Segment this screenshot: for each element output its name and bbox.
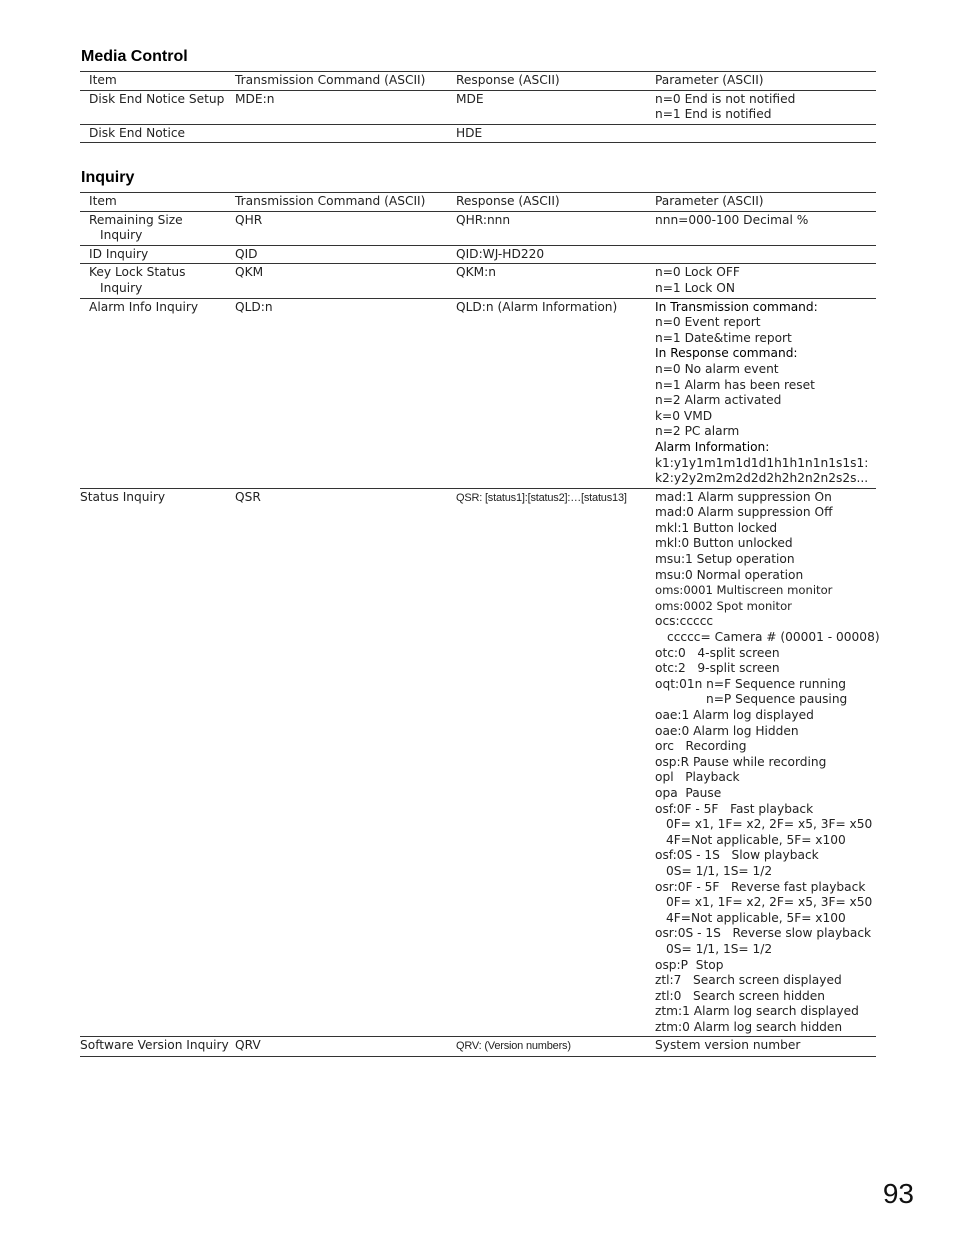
table-row [80, 211, 876, 245]
param-line: opl Playback [655, 770, 740, 785]
header-command: Transmission Command (ASCII) [235, 193, 456, 212]
param-line: ztl:7 Search screen displayed [655, 973, 842, 988]
row-parameters [655, 211, 876, 245]
row-parameters [655, 298, 876, 488]
item-line: Inquiry [100, 228, 143, 243]
param-line: ztm:0 Alarm log search hidden [655, 1019, 843, 1034]
table-row [80, 488, 876, 1037]
param-line: n=0 Event report [655, 315, 761, 330]
table-row [80, 298, 876, 488]
row-response [456, 1037, 655, 1057]
row-item [80, 245, 235, 264]
row-command [235, 124, 456, 143]
param-line: k=0 VMD [655, 408, 713, 423]
row-parameters [655, 124, 876, 143]
item-line: Inquiry [100, 280, 143, 295]
inquiry-table [80, 192, 880, 1057]
param-line: ocs:ccccc [655, 614, 714, 629]
param-line: mad:1 Alarm suppression On [655, 489, 832, 504]
param-line: 4F=Not applicable, 5F= x100 [666, 910, 846, 925]
param-line: oae:0 Alarm log Hidden [655, 723, 799, 738]
media-control-table [80, 71, 876, 143]
param-line: otc:0 4-split screen [655, 645, 780, 660]
item-line: Alarm Info Inquiry [89, 299, 199, 314]
media-control-title: Media Control [81, 48, 188, 65]
param-line: msu:1 Setup operation [655, 552, 795, 567]
param-line: mad:0 Alarm suppression Off [655, 505, 833, 520]
table-header-row [80, 72, 876, 91]
param-heading: Alarm Information: [655, 439, 770, 454]
param-line: oae:1 Alarm log displayed [655, 708, 814, 722]
param-heading: In Transmission command: [655, 299, 818, 314]
param-line: k2:y2y2m2m2d2d2h2h2n2n2s2s... [655, 471, 869, 486]
param-line: n=0 No alarm event [655, 361, 779, 376]
table-row [80, 245, 876, 264]
item-line: Software Version Inquiry [80, 1038, 229, 1053]
page-number: 93 [882, 1178, 914, 1209]
param-line: mkl:0 Button unlocked [655, 536, 793, 551]
row-parameters [655, 264, 876, 298]
param-line: n=2 PC alarm [655, 424, 740, 439]
row-item [80, 298, 235, 488]
row-response: QID:WJ-HD220 [456, 245, 655, 264]
param-line: System version number [655, 1038, 801, 1053]
row-response [456, 488, 655, 1037]
row-item [80, 211, 235, 245]
row-response: MDE [456, 90, 655, 124]
row-item [80, 488, 235, 1037]
param-line: osp:P Stop [655, 957, 724, 972]
param-heading: In Response command: [655, 346, 798, 361]
param-line: nnn=000-100 Decimal % [655, 212, 809, 227]
header-parameter: Parameter (ASCII) [655, 193, 876, 212]
param-line: oms:0002 Spot monitor [655, 598, 792, 613]
row-command: QSR [235, 488, 456, 1037]
param-line: n=1 Alarm has been reset [655, 377, 815, 392]
row-parameters [655, 245, 876, 264]
param-line: orc Recording [655, 739, 747, 754]
table-row [80, 124, 876, 143]
param-line: osp:R Pause while recording [655, 754, 827, 769]
param-line: msu:0 Normal operation [655, 567, 804, 582]
param-line: mkl:1 Button locked [655, 520, 778, 535]
param-line: oqt:01n n=F Sequence running [655, 676, 847, 691]
row-parameters [655, 488, 880, 1037]
row-command: MDE:n [235, 90, 456, 124]
param-line: n=1 Date&time report [655, 330, 792, 345]
header-response: Response (ASCII) [456, 193, 655, 212]
row-command: QHR [235, 211, 456, 245]
param-line: n=0 Lock OFF [655, 265, 740, 280]
param-line: 4F=Not applicable, 5F= x100 [666, 832, 846, 847]
header-response: Response (ASCII) [456, 72, 655, 91]
table-row [80, 1037, 876, 1057]
row-item: Disk End Notice Setup [80, 90, 235, 124]
param-line: 0S= 1/1, 1S= 1/2 [666, 941, 773, 956]
row-response: HDE [456, 124, 655, 143]
param-line: k1:y1y1m1m1d1d1h1h1n1n1s1s1: [655, 455, 869, 470]
param-line: oms:0001 Multiscreen monitor [655, 583, 833, 598]
item-line: ID Inquiry [89, 246, 149, 261]
item-line: Remaining Size [89, 212, 183, 227]
item-line: Key Lock Status [89, 265, 186, 280]
param-line: n=1 End is notified [655, 107, 772, 122]
param-line: osf:0S - 1S Slow playback [655, 848, 819, 863]
header-command: Transmission Command (ASCII) [235, 72, 456, 91]
param-line: osr:0F - 5F Reverse fast playback [655, 879, 866, 894]
row-response: QHR:nnn [456, 211, 655, 245]
row-parameters [655, 90, 876, 124]
table-header-row [80, 193, 876, 212]
param-line: opa Pause [655, 785, 722, 800]
row-command: QKM [235, 264, 456, 298]
row-command: QLD:n [235, 298, 456, 488]
item-line: Status Inquiry [80, 489, 166, 504]
inquiry-title: Inquiry [81, 169, 135, 186]
param-line: n=1 Lock ON [655, 280, 735, 295]
row-parameters [655, 1037, 876, 1057]
row-command: QRV [235, 1037, 456, 1057]
row-item [80, 1037, 235, 1057]
param-line: ztm:1 Alarm log search displayed [655, 1004, 859, 1019]
row-response: QLD:n (Alarm Information) [456, 298, 655, 488]
response-text: QSR: [status1]:[status2]:…[status13] [456, 491, 627, 504]
param-line: n=P Sequence pausing [706, 692, 848, 707]
row-item: Disk End Notice [80, 124, 235, 143]
table-row [80, 90, 876, 124]
param-line: n=2 Alarm activated [655, 393, 782, 408]
param-line: ztl:0 Search screen hidden [655, 988, 825, 1003]
param-line: 0F= x1, 1F= x2, 2F= x5, 3F= x50 [666, 895, 873, 910]
row-command: QID [235, 245, 456, 264]
param-line: 0F= x1, 1F= x2, 2F= x5, 3F= x50 [666, 817, 873, 832]
param-line: otc:2 9-split screen [655, 661, 780, 676]
row-response: QKM:n [456, 264, 655, 298]
param-line: 0S= 1/1, 1S= 1/2 [666, 863, 773, 878]
header-item: Item [80, 72, 235, 91]
table-row [80, 264, 876, 298]
param-line: n=0 End is not notified [655, 91, 796, 106]
header-parameter: Parameter (ASCII) [655, 72, 876, 91]
header-item: Item [80, 193, 235, 212]
param-line: ccccc= Camera # (00001 - 00008) [667, 630, 880, 645]
param-line: osr:0S - 1S Reverse slow playback [655, 926, 872, 941]
response-text: QRV: (Version numbers) [456, 1040, 571, 1053]
row-item [80, 264, 235, 298]
param-line: osf:0F - 5F Fast playback [655, 801, 814, 816]
